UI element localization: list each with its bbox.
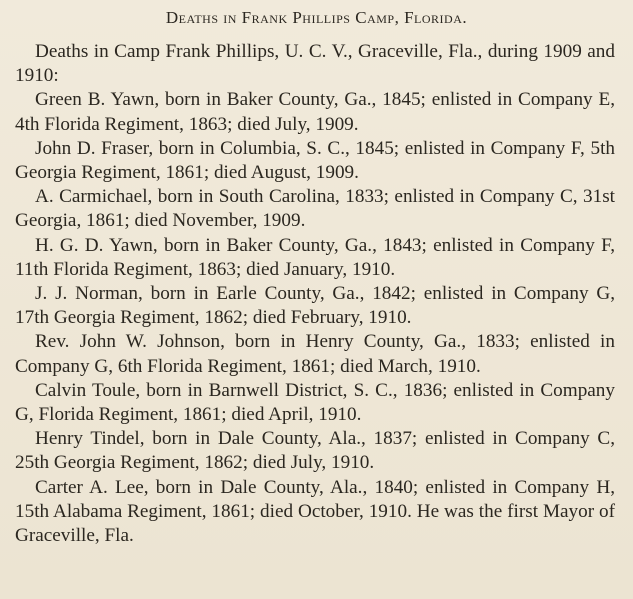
entry-paragraph: Carter A. Lee, born in Dale County, Ala., 1840; enlisted in Company H, 15th Alabama Regiment, 1861; died October, 1910. He was the first Mayor of Graceville, Fla. bbox=[15, 476, 615, 547]
entry-paragraph: Rev. John W. Johnson, born in Henry County, Ga., 1833; enlisted in Company G, 6th Florida Regiment, 1861; died March, 1910. bbox=[15, 331, 615, 377]
entry-paragraph: A. Carmichael, born in South Carolina, 1833; enlisted in Company C, 31st Georgia, 1861; died November, 1909. bbox=[15, 186, 615, 232]
entry-paragraph: John D. Fraser, born in Columbia, S. C., 1845; enlisted in Company F, 5th Georgia Regiment, 1861; died August, 1909. bbox=[15, 137, 615, 184]
entry-paragraph: J. J. Norman, born in Earle County, Ga., 1842; enlisted in Company G, 17th Georgia Regiment, 1862; died February, 1910. bbox=[15, 283, 615, 329]
entry-paragraph: Green B. Yawn, born in Baker County, Ga., 1845; enlisted in Company E, 4th Florida Regiment, 1863; died July, 1909. bbox=[15, 89, 615, 135]
entry-paragraph: Calvin Toule, born in Barnwell District, S. C., 1836; enlisted in Company G, Florida Regiment, 1861; died April, 1910. bbox=[15, 379, 615, 426]
entry-paragraph: Henry Tindel, born in Dale County, Ala., 1837; enlisted in Company C, 25th Georgia Regiment, 1862; died July, 1910. bbox=[15, 428, 615, 474]
entry-paragraph: H. G. D. Yawn, born in Baker County, Ga., 1843; enlisted in Company F, 11th Florida Regiment, 1863; died January, 1910. bbox=[15, 234, 615, 280]
page-heading: Deaths in Frank Phillips Camp, Florida. bbox=[165, 8, 468, 27]
document-text bbox=[15, 40, 615, 548]
intro-paragraph: Deaths in Camp Frank Phillips, U. C. V., Graceville, Fla., during 1909 and 1910: bbox=[15, 41, 615, 87]
